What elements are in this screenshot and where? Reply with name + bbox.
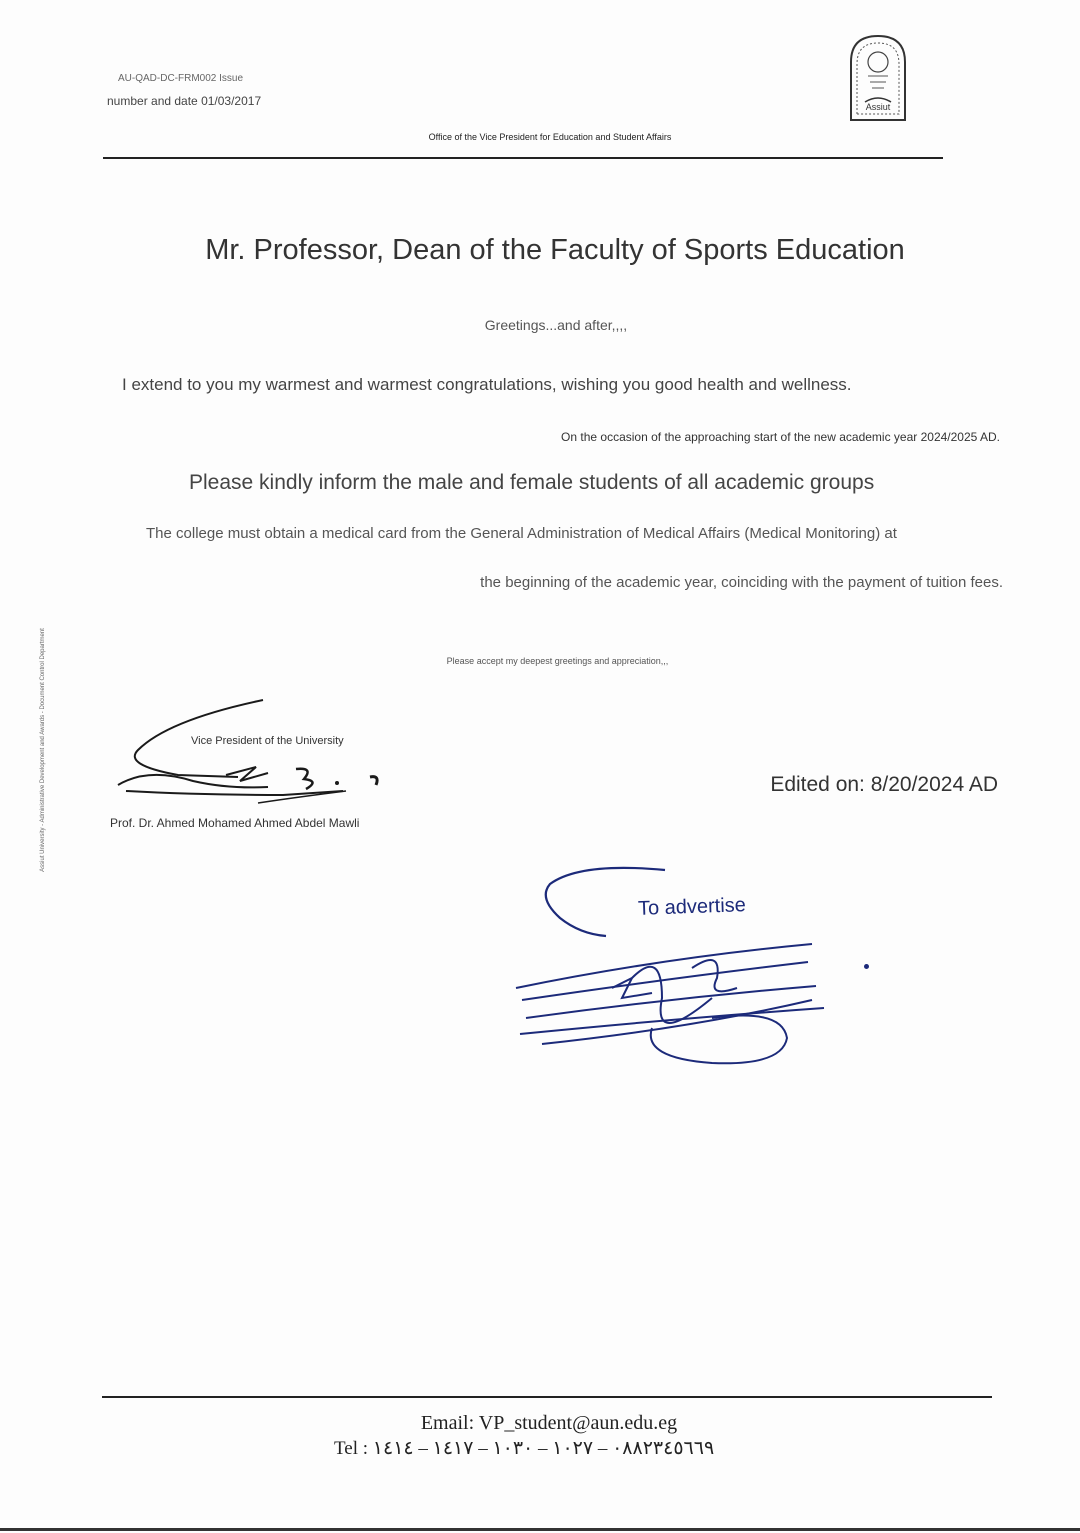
addressee: Mr. Professor, Dean of the Faculty of Sports Education xyxy=(205,234,905,266)
paragraph-4-line-1: The college must obtain a medical card from the General Administration of Medical Affairs (Medical Monitoring) at xyxy=(146,525,897,542)
scan-edge xyxy=(0,1528,1080,1531)
signatory-name: Prof. Dr. Ahmed Mohamed Ahmed Abdel Mawli xyxy=(110,816,360,830)
form-code: AU-QAD-DC-FRM002 Issue xyxy=(118,73,244,84)
university-seal-logo xyxy=(845,32,911,124)
office-line: Office of the Vice President for Education and Student Affairs xyxy=(428,132,672,142)
seal-label: Assiut xyxy=(865,102,891,112)
paragraph-3: Please kindly inform the male and female students of all academic groups xyxy=(189,471,875,494)
footer-divider xyxy=(102,1396,992,1398)
footer-email: Email: VP_student@aun.edu.eg xyxy=(420,1412,678,1434)
ink-dot xyxy=(864,964,869,969)
header-divider xyxy=(103,157,943,159)
handwritten-annotation: To advertise xyxy=(637,894,747,920)
form-date: number and date 01/03/2017 xyxy=(107,94,262,108)
closing-line: Please accept my deepest greetings and appreciation,,, xyxy=(446,656,669,666)
edited-on-date: Edited on: 8/20/2024 AD xyxy=(770,773,998,796)
greeting: Greetings...and after,,,, xyxy=(484,317,628,333)
paragraph-2: On the occasion of the approaching start of the new academic year 2024/2025 AD. xyxy=(561,430,1000,444)
paragraph-4-line-2: the beginning of the academic year, coinciding with the payment of tuition fees. xyxy=(480,574,1003,591)
signatory-title: Vice President of the University xyxy=(191,735,344,747)
paragraph-1: I extend to you my warmest and warmest congratulations, wishing you good health and wellness. xyxy=(122,375,852,394)
vp-signature xyxy=(108,695,398,815)
dean-signature xyxy=(512,938,832,1068)
side-note: Assiut University - Administrative Development and Awards - Document Control Department xyxy=(40,628,46,872)
footer-tel: Tel : ٠٨٨٢٣٤٥٦٦٩ – ١٠٢٧ – ١٠٣٠ – ١٤١٧ – ١٤١٤ xyxy=(334,1438,715,1459)
